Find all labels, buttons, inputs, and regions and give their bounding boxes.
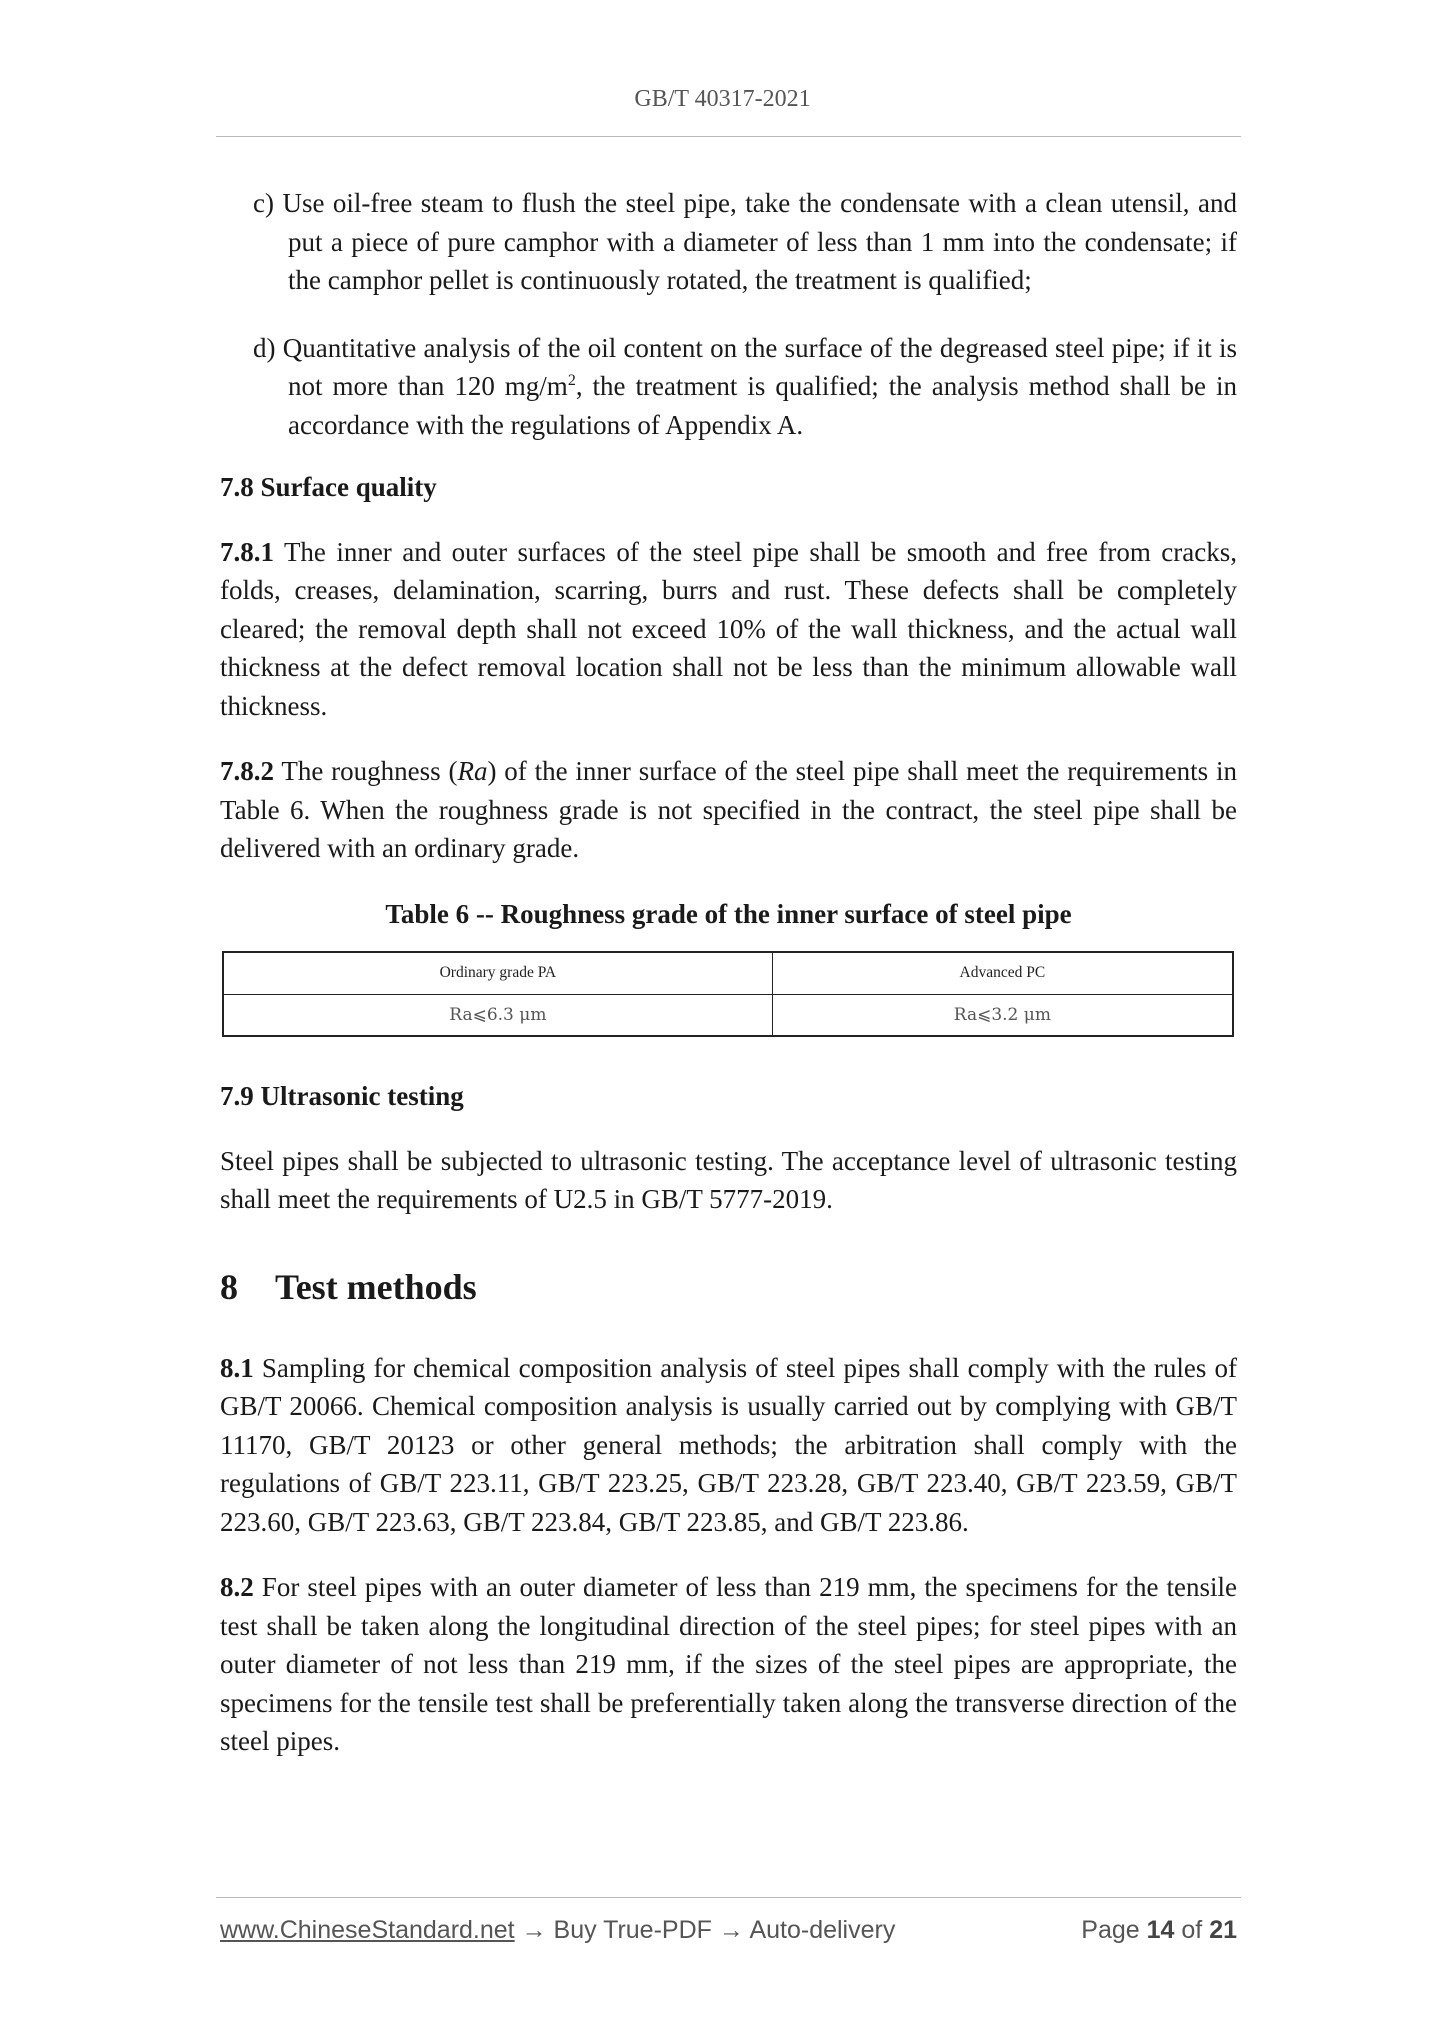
clause-text: For steel pipes with an outer diameter of less than 219 mm, the specimens for the tensile test shall be taken along the longitudinal direction of the steel pipes; for steel pipes with an outer diameter of not less than 219 mm, if the sizes of the steel pipes are appropriate, the specimens for the tensile test shall be preferentially taken along the transverse direction of the steel pipes. xyxy=(220,1572,1237,1756)
heading-7-8: 7.8 Surface quality xyxy=(220,472,437,502)
clause-text: Sampling for chemical composition analysis of steel pipes shall comply with the rules of GB/T 20066. Chemical composition analysis is usually carried out by complying with GB/T 11170, GB/T 20123 or other general methods; the arbitration shall comply with the regulations of GB/T 223.11, GB/T 223.25, GB/T 223.28, GB/T 223.40, GB/T 223.59, GB/T 223.60, GB/T 223.63, GB/T 223.84, GB/T 223.85, and GB/T 223.86. xyxy=(220,1352,1237,1537)
clause-number: 7.8.1 xyxy=(220,536,274,567)
clause-text: The roughness ( xyxy=(281,756,458,786)
heading-8 xyxy=(220,1265,1237,1309)
page-header: GB/T 40317-2021 xyxy=(634,86,811,112)
current-page: 14 xyxy=(1146,1916,1175,1944)
arrow-right-icon: → xyxy=(521,1916,547,1944)
paragraph-8-1 xyxy=(220,1349,1237,1542)
list-item-c xyxy=(220,184,1237,300)
clause-number: 8.1 xyxy=(220,1352,254,1383)
paragraph-8-2 xyxy=(220,1568,1237,1761)
page-content xyxy=(220,184,1237,1788)
list-label: d) xyxy=(253,332,276,363)
list-text: Quantitative analysis of the oil content on the surface of the degreased steel pipe; if it is not more than 120 mg/m xyxy=(282,332,1238,401)
table-header-cell: Ordinary grade PA xyxy=(223,952,772,994)
footer-links xyxy=(220,1916,895,1945)
section-number: 8 xyxy=(220,1266,238,1307)
heading-7-9: 7.9 Ultrasonic testing xyxy=(220,1081,464,1111)
paragraph-7-8-2 xyxy=(220,752,1237,868)
list-label: c) xyxy=(253,188,274,218)
page-number xyxy=(1081,1916,1237,1945)
table-cell: Ra⩽3.2 μm xyxy=(772,994,1233,1036)
roughness-table xyxy=(222,951,1234,1037)
table-cell: Ra⩽6.3 μm xyxy=(223,994,772,1036)
total-pages: 21 xyxy=(1209,1916,1237,1944)
list-text-cont: , the treatment is qualified; the analysis method shall be in accordance with the regulations of Appendix A. xyxy=(288,371,1237,440)
table-caption: Table 6 -- Roughness grade of the inner surface of steel pipe xyxy=(385,898,1072,929)
table-header-row xyxy=(223,952,1233,994)
footer-divider xyxy=(216,1897,1241,1898)
table-row xyxy=(223,994,1233,1036)
site-link[interactable]: www.ChineseStandard.net xyxy=(220,1916,515,1944)
of-label: of xyxy=(1181,1916,1203,1944)
clause-text: The inner and outer surfaces of the steel pipe shall be smooth and free from cracks, folds, creases, delamination, scarring, burrs and rust. These defects shall be completely cleared; the removal depth shall not exceed 10% of the wall thickness, and the actual wall thickness at the defect removal location shall not be less than the minimum allowable wall thickness. xyxy=(220,536,1237,721)
clause-number: 7.8.2 xyxy=(220,756,274,786)
list-text: Use oil-free steam to flush the steel pipe, take the condensate with a clean utensil, and put a piece of pure camphor with a diameter of less than 1 mm into the condensate; if the camphor pellet is continuously rotated, the treatment is qualified; xyxy=(282,188,1238,295)
superscript: 2 xyxy=(567,372,576,389)
table-header-cell: Advanced PC xyxy=(772,952,1233,994)
header-divider xyxy=(216,136,1241,137)
ra-symbol: Ra xyxy=(457,756,488,786)
page-label: Page xyxy=(1081,1916,1140,1944)
clause-number: 8.2 xyxy=(220,1572,254,1602)
delivery-text: Auto-delivery xyxy=(749,1916,896,1944)
section-title: Test methods xyxy=(275,1266,477,1307)
paragraph-7-9: Steel pipes shall be subjected to ultrasonic testing. The acceptance level of ultrasonic testing shall meet the requirements of U2.5 in GB/T 5777-2019. xyxy=(220,1145,1237,1214)
clause-text-cont: ) of the inner surface of the steel pipe shall meet the requirements in Table 6. When the roughness grade is not specified in the contract, the steel pipe shall be delivered with an ordinary grade. xyxy=(220,756,1237,863)
buy-text: Buy True-PDF xyxy=(553,1916,712,1944)
arrow-right-icon: → xyxy=(718,1916,744,1944)
paragraph-7-8-1 xyxy=(220,533,1237,726)
page-footer xyxy=(220,1916,1237,1956)
list-item-d xyxy=(220,329,1237,445)
